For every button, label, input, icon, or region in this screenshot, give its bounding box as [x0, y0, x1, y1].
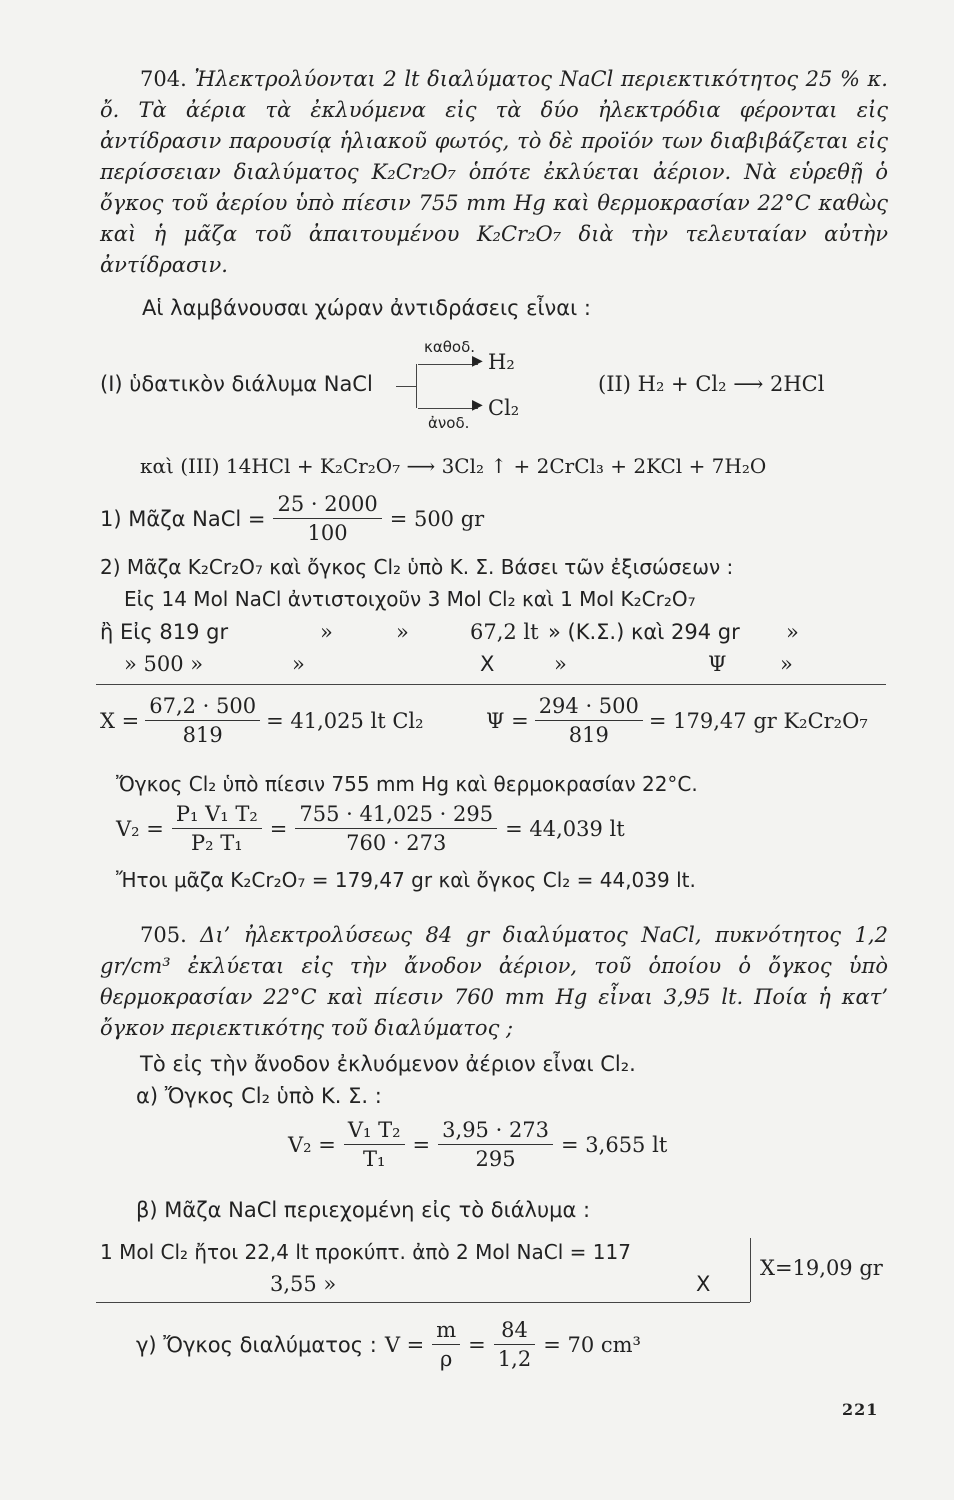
part-b-title: β) Μᾶζα NaCl περιεχομένη εἰς τὸ διάλυμα : [136, 1198, 591, 1222]
part-a-fraction-2 [438, 1118, 553, 1171]
part-a-result: = 3,655 lt [561, 1132, 668, 1157]
v2-denominator-1: P₂ T₁ [190, 831, 243, 855]
part-a-fraction-1 [344, 1118, 405, 1171]
part-b-result: X=19,09 gr [760, 1256, 883, 1280]
step-1-denominator: 100 [307, 521, 348, 545]
v2-fraction-2 [295, 802, 497, 855]
reaction-1-cl2: Cl₂ [488, 396, 520, 420]
x-numerator: 67,2 · 500 [145, 694, 260, 721]
psi-result: = 179,47 gr K₂Cr₂O₇ [648, 708, 868, 733]
psi-calculation [486, 694, 868, 747]
part-c-label: V = [384, 1332, 425, 1357]
part-c-result: = 70 cm³ [543, 1332, 641, 1357]
part-c-fraction-2 [494, 1318, 535, 1371]
proportion-line-3-d: » [554, 652, 567, 676]
psi-label: Ψ = [486, 708, 529, 733]
part-c-calculation [136, 1318, 641, 1371]
electrolysis-bracket [416, 364, 417, 408]
problem-704-number: 704. [140, 67, 187, 91]
v2-denominator-2: 760 · 273 [346, 831, 447, 855]
proportion-line-2-e: » (Κ.Σ.) καὶ 294 gr [548, 620, 740, 644]
v2-numerator-2: 755 · 41,025 · 295 [295, 802, 497, 829]
part-a-denominator-2: 295 [475, 1147, 516, 1171]
x-fraction [145, 694, 260, 747]
psi-numerator: 294 · 500 [535, 694, 643, 721]
reaction-1-label: (I) ὑδατικὸν διάλυμα NaCl [100, 372, 373, 396]
part-c-equals: = [468, 1332, 486, 1357]
problem-705-number: 705. [140, 923, 187, 947]
x-result: = 41,025 lt Cl₂ [266, 708, 424, 733]
part-a-numerator-1: V₁ T₂ [344, 1118, 405, 1145]
v2-label: V₂ = [116, 816, 164, 841]
part-c-denominator-1: ρ [440, 1347, 453, 1371]
anode-gas: Τὸ εἰς τὴν ἄνοδον ἐκλυόμενον ἀέριον εἶναι Cl₂. [140, 1052, 636, 1076]
reaction-3: καὶ (III) 14HCl + K₂Cr₂O₇ ⟶ 3Cl₂ ↑ + 2CrCl₃ + 2KCl + 7H₂O [140, 454, 767, 478]
part-a-calculation [288, 1118, 667, 1171]
problem-704-text [100, 64, 888, 281]
x-calculation [100, 694, 424, 747]
bracket-connector [396, 386, 416, 387]
part-a-equals: = [412, 1132, 431, 1157]
reaction-1-h2: H₂ [488, 350, 515, 374]
psi-fraction [535, 694, 643, 747]
reaction-1-anode: ἀνοδ. [428, 414, 470, 432]
step-2-title: 2) Μᾶζα K₂Cr₂O₇ καὶ ὄγκος Cl₂ ὑπὸ Κ. Σ. Βάσει τῶν ἐξισώσεων : [100, 555, 734, 579]
step-1-numerator: 25 · 2000 [273, 492, 381, 519]
part-b-vertical-rule [750, 1238, 751, 1302]
part-a-numerator-2: 3,95 · 273 [438, 1118, 553, 1145]
psi-denominator: 819 [568, 723, 609, 747]
anode-arrow-head: ▶ [472, 397, 483, 413]
reactions-intro: Αἱ λαμβάνουσαι χώραν ἀντιδράσεις εἶναι : [142, 296, 591, 320]
proportion-line-2-d: 67,2 lt [470, 620, 539, 644]
proportion-line-2-b: » [320, 620, 333, 644]
proportion-line-2-c: » [396, 620, 409, 644]
v2-calculation [116, 802, 625, 855]
x-label: X = [100, 708, 140, 733]
step-1-label: 1) Μᾶζα NaCl = [100, 506, 266, 531]
part-b-divider [96, 1302, 750, 1303]
part-c-denominator-2: 1,2 [497, 1347, 532, 1371]
x-denominator: 819 [182, 723, 223, 747]
part-a-label: V₂ = [288, 1132, 336, 1157]
v2-fraction-1 [172, 802, 262, 855]
problem-704-statement: Ἠλεκτρολύονται 2 lt διαλύματος NaCl περιεκτικότητος 25 % κ. ὄ. Τὰ ἀέρια τὰ ἐκλυόμενα εἰς τὰ δύο ἠλεκτρόδια φέρονται εἰς ἀντίδρασιν παρουσίᾳ ἡλιακοῦ φωτός, τὸ δὲ προϊόν των διαβιβάζεται εἰς περίσσειαν διαλύματος K₂Cr₂O₇ ὁπότε ἐκλύεται ἀέριον. Νὰ εὑρεθῇ ὁ ὄγκος τοῦ ἀερίου ὑπὸ πίεσιν 755 mm Hg καὶ θερμοκρασίαν 22°C καθὼς καὶ ἡ μᾶζα τοῦ ἀπαιτουμένου K₂Cr₂O₇ διὰ τὴν τελευταίαν αὐτὴν ἀντίδρασιν. [100, 67, 888, 277]
proportion-line-1: Εἰς 14 Mol NaCl ἀντιστοιχοῦν 3 Mol Cl₂ καὶ 1 Mol K₂Cr₂O₇ [124, 587, 696, 611]
part-c-numerator-1: m [432, 1318, 460, 1345]
v2-numerator-1: P₁ V₁ T₂ [172, 802, 262, 829]
proportion-divider [96, 684, 886, 685]
step-1 [100, 492, 484, 545]
anode-arrow-line [418, 408, 478, 409]
step-1-fraction [273, 492, 381, 545]
step-1-result: = 500 gr [389, 506, 485, 531]
proportion-line-3-b: » [292, 652, 305, 676]
v2-result: = 44,039 lt [505, 816, 625, 841]
proportion-line-2-a: ἢ Εἰς 819 gr [100, 620, 229, 644]
proportion-line-3-c: X [480, 652, 495, 676]
cathode-arrow-head: ▶ [472, 353, 483, 369]
part-a-denominator-1: T₁ [362, 1147, 386, 1171]
v2-equals: = [269, 816, 288, 841]
volume-title: Ὄγκος Cl₂ ὑπὸ πίεσιν 755 mm Hg καὶ θερμοκρασίαν 22°C. [116, 772, 698, 796]
cathode-arrow-line [418, 364, 478, 365]
page-number: 221 [842, 1400, 879, 1419]
reaction-2: (II) H₂ + Cl₂ ⟶ 2HCl [598, 372, 825, 396]
part-b-line-2-a: 3,55 » [270, 1272, 337, 1296]
problem-705-statement: Δι’ ἠλεκτρολύσεως 84 gr διαλύματος NaCl, πυκνότητος 1,2 gr/cm³ ἐκλύεται εἰς τὴν ἄνοδον ἀέριον, τοῦ ὁποίου ὁ ὄγκος ὑπὸ θερμοκρασίαν 22°C καὶ πίεσιν 760 mm Hg εἶναι 3,95 lt. Ποία ἡ κατ’ ὄγκον περιεκτικότης τοῦ διαλύματος ; [100, 923, 888, 1040]
part-b-line-1: 1 Mol Cl₂ ἤτοι 22,4 lt προκύπτ. ἀπὸ 2 Mol NaCl = 117 [100, 1240, 631, 1264]
part-c-title: γ) Ὄγκος διαλύματος : [136, 1332, 377, 1357]
proportion-line-3-a: » 500 » [124, 652, 204, 676]
proportion-line-3-f: » [780, 652, 793, 676]
proportion-line-2-f: » [786, 620, 799, 644]
proportion-line-3-e: Ψ [708, 652, 727, 676]
part-c-fraction-1 [432, 1318, 460, 1371]
problem-705-text [100, 920, 888, 1044]
problem-704-final: Ἤτοι μᾶζα K₂Cr₂O₇ = 179,47 gr καὶ ὄγκος Cl₂ = 44,039 lt. [116, 868, 696, 892]
part-a-title: α) Ὄγκος Cl₂ ὑπὸ Κ. Σ. : [136, 1084, 382, 1108]
part-c-numerator-2: 84 [494, 1318, 535, 1345]
reaction-1-cathode: καθοδ. [424, 338, 476, 356]
part-b-line-2-b: X [696, 1272, 711, 1296]
